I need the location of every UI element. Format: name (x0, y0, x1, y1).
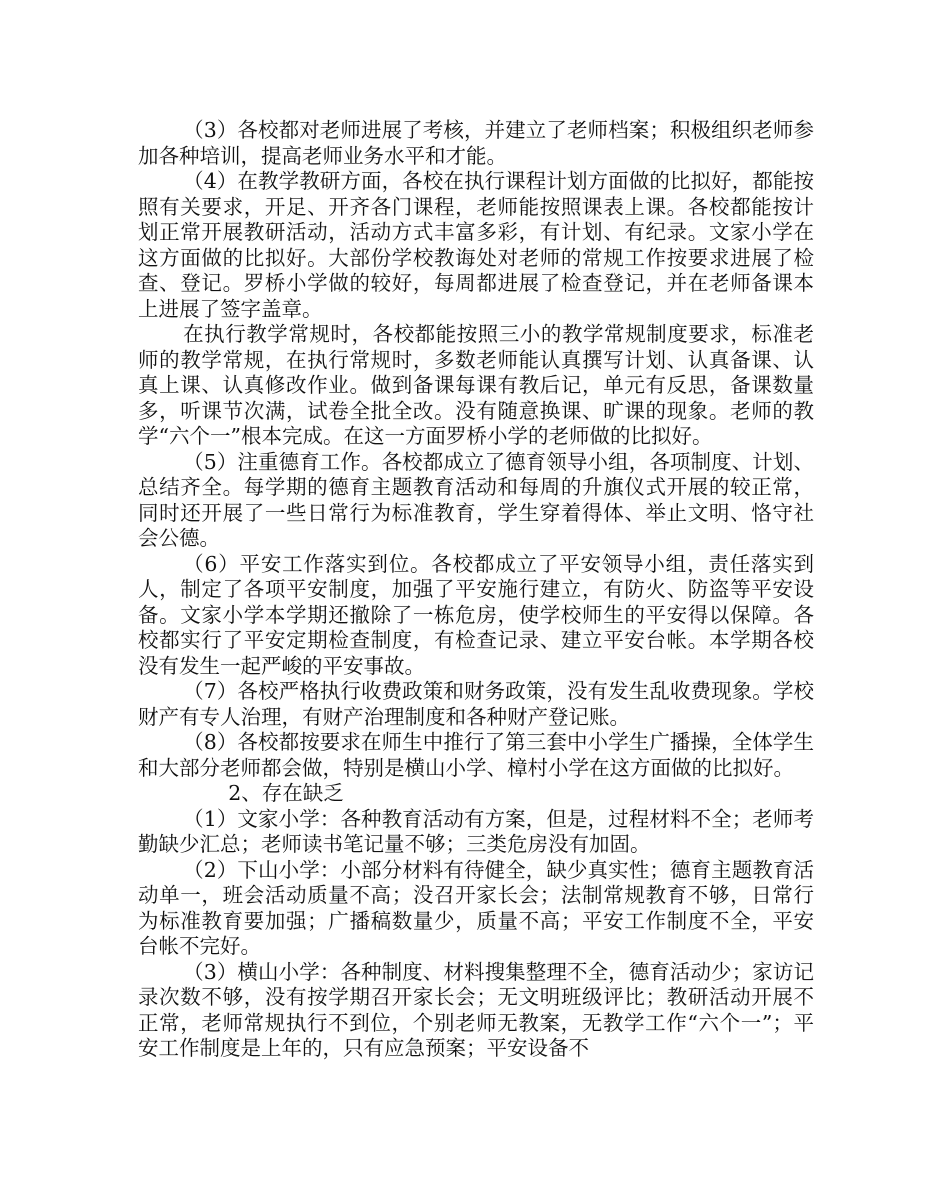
shortcoming-item-2: （2）下山小学：小部分材料有待健全，缺少真实性；德育主题教育活动单一，班会活动质量不高；没召开家长会；法制常规教育不够，日常行为标准教育要加强；广播稿数量少，质量不高；平安工作制度不全，平安台帐不完好。 (138, 857, 814, 958)
shortcoming-item-1: （1）文家小学：各种教育活动有方案，但是，过程材料不全；老师考勤缺少汇总；老师读书笔记量不够；三类危房没有加固。 (138, 806, 814, 856)
paragraph-teaching-routine: 在执行教学常规时，各校都能按照三小的教学常规制度要求，标准老师的教学常规，在执行常规时，多数老师能认真撰写计划、认真备课、认真上课、认真修改作业。做到备课每课有教后记，单元有反思，备课数量多，听课节次满，试卷全批全改。没有随意换课、旷课的现象。老师的教学“六个一”根本完成。在这一方面罗桥小学的老师做的比拟好。 (138, 322, 814, 448)
paragraph-item-7: （7）各校严格执行收费政策和财务政策，没有发生乱收费现象。学校财产有专人治理，有财产治理制度和各种财产登记账。 (138, 679, 814, 729)
paragraph-item-3: （3）各校都对老师进展了考核，并建立了老师档案；积极组织老师参加各种培训，提高老师业务水平和才能。 (138, 118, 814, 168)
paragraph-item-4: （4）在教学教研方面，各校在执行课程计划方面做的比拟好，都能按照有关要求，开足、开齐各门课程，老师能按照课表上课。各校都能按计划正常开展教研活动，活动方式丰富多彩，有计划、有纪录。文家小学在这方面做的比拟好。大部份学校教诲处对老师的常规工作按要求进展了检查、登记。罗桥小学做的较好，每周都进展了检查登记，并在老师备课本上进展了签字盖章。 (138, 169, 814, 321)
paragraph-item-6: （6）平安工作落实到位。各校都成立了平安领导小组，责任落实到人，制定了各项平安制度，加强了平安施行建立，有防火、防盗等平安设备。文家小学本学期还撤除了一栋危房，使学校师生的平安得以保障。各校都实行了平安定期检查制度，有检查记录、建立平安台帐。本学期各校没有发生一起严峻的平安事故。 (138, 551, 814, 678)
paragraph-item-8: （8）各校都按要求在师生中推行了第三套中小学生广播操，全体学生和大部分老师都会做，特别是横山小学、樟村小学在这方面做的比拟好。 (138, 730, 814, 780)
document-page (138, 118, 814, 1062)
paragraph-item-5: （5）注重德育工作。各校都成立了德育领导小组，各项制度、计划、总结齐全。每学期的德育主题教育活动和每周的升旗仪式开展的较正常，同时还开展了一些日常行为标准教育，学生穿着得体、举止文明、恪守社会公德。 (138, 449, 814, 550)
shortcoming-item-3: （3）横山小学：各种制度、材料搜集整理不全，德育活动少；家访记录次数不够，没有按学期召开家长会；无文明班级评比；教研活动开展不正常，老师常规执行不到位，个别老师无教案，无教学工作“六个一”；平安工作制度是上年的，只有应急预案；平安设备不 (138, 959, 814, 1060)
section-heading-shortcomings: 2、存在缺乏 (228, 781, 344, 805)
